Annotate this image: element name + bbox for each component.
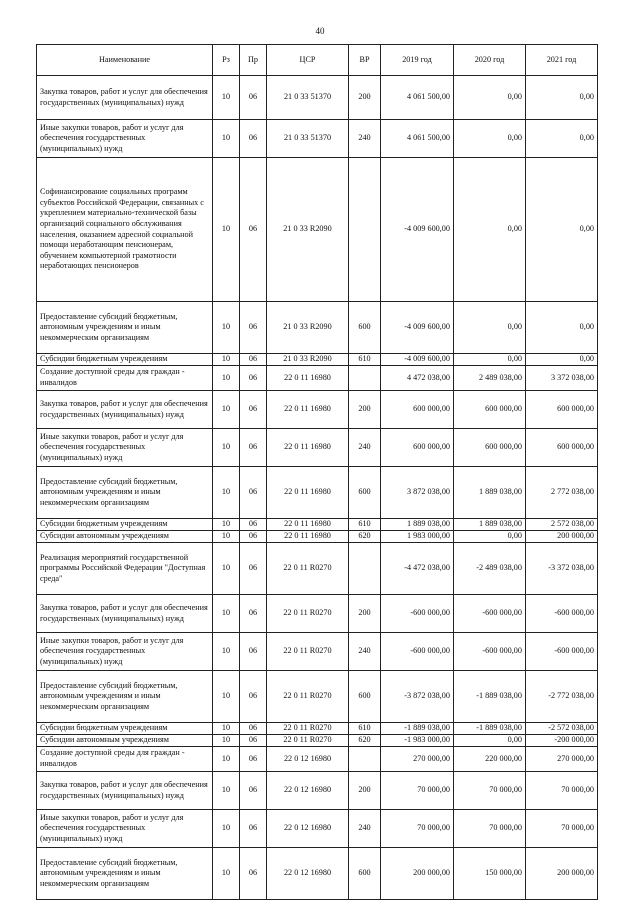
cell-csr: 21 0 33 51370 (267, 76, 349, 120)
table-row (37, 671, 598, 723)
cell-vr: 240 (349, 429, 381, 467)
cell-name: Субсидии автономным учреждениям (37, 531, 213, 543)
cell-csr: 22 0 11 R0270 (267, 633, 349, 671)
cell-vr: 240 (349, 120, 381, 158)
cell-y2020: 600 000,00 (454, 391, 526, 429)
cell-vr (349, 158, 381, 302)
header-csr: ЦСР (267, 45, 349, 76)
table-row (37, 543, 598, 595)
cell-y2019: -600 000,00 (381, 633, 454, 671)
cell-y2020: 0,00 (454, 302, 526, 354)
cell-csr: 22 0 11 R0270 (267, 543, 349, 595)
cell-name: Создание доступной среды для граждан - инвалидов (37, 366, 213, 391)
table-row (37, 391, 598, 429)
header-pr: Пр (240, 45, 267, 76)
cell-pr: 06 (240, 120, 267, 158)
cell-csr: 22 0 12 16980 (267, 848, 349, 900)
table-row (37, 467, 598, 519)
cell-csr: 22 0 11 R0270 (267, 671, 349, 723)
cell-y2021: -600 000,00 (526, 633, 598, 671)
cell-y2019: 4 061 500,00 (381, 120, 454, 158)
header-rz: Рз (213, 45, 240, 76)
cell-vr: 600 (349, 671, 381, 723)
budget-table (36, 44, 598, 900)
cell-y2019: -4 472 038,00 (381, 543, 454, 595)
header-2020: 2020 год (454, 45, 526, 76)
cell-rz: 10 (213, 772, 240, 810)
cell-vr: 620 (349, 531, 381, 543)
cell-csr: 22 0 11 R0270 (267, 595, 349, 633)
table-row (37, 848, 598, 900)
cell-rz: 10 (213, 747, 240, 772)
cell-csr: 22 0 12 16980 (267, 810, 349, 848)
cell-rz: 10 (213, 810, 240, 848)
cell-pr: 06 (240, 366, 267, 391)
cell-name: Предоставление субсидий бюджетным, автономным учреждениям и иным некоммерческим организациям (37, 302, 213, 354)
cell-y2019: 70 000,00 (381, 772, 454, 810)
cell-y2020: 1 889 038,00 (454, 519, 526, 531)
table-row (37, 354, 598, 366)
table-row (37, 531, 598, 543)
cell-pr: 06 (240, 848, 267, 900)
table-body (37, 76, 598, 900)
header-vr: ВР (349, 45, 381, 76)
cell-y2021: 600 000,00 (526, 429, 598, 467)
cell-vr: 600 (349, 467, 381, 519)
cell-csr: 22 0 12 16980 (267, 772, 349, 810)
cell-y2019: 600 000,00 (381, 391, 454, 429)
table-row (37, 810, 598, 848)
cell-csr: 22 0 11 16980 (267, 391, 349, 429)
cell-y2020: 0,00 (454, 120, 526, 158)
cell-vr: 610 (349, 519, 381, 531)
table-row (37, 120, 598, 158)
cell-vr (349, 543, 381, 595)
cell-y2021: 0,00 (526, 354, 598, 366)
cell-csr: 21 0 33 R2090 (267, 354, 349, 366)
cell-pr: 06 (240, 302, 267, 354)
table-row (37, 429, 598, 467)
cell-y2020: 0,00 (454, 354, 526, 366)
cell-name: Софинансирование социальных программ субъектов Российской Федерации, связанных с укреплением материально-технической базы организаций социального обслуживания населения, оказанием адресной социальной помощи неработающим пенсионерам, обучением компьютерной грамотности неработающих пенсионеров (37, 158, 213, 302)
cell-csr: 22 0 11 R0270 (267, 723, 349, 735)
page-number: 40 (315, 26, 325, 36)
cell-name: Предоставление субсидий бюджетным, автономным учреждениям и иным некоммерческим организациям (37, 671, 213, 723)
cell-y2020: 0,00 (454, 158, 526, 302)
cell-y2021: 200 000,00 (526, 848, 598, 900)
cell-y2021: 600 000,00 (526, 391, 598, 429)
cell-y2019: 4 061 500,00 (381, 76, 454, 120)
table-row (37, 595, 598, 633)
cell-y2021: 3 372 038,00 (526, 366, 598, 391)
cell-y2019: 1 983 000,00 (381, 531, 454, 543)
cell-y2021: -3 372 038,00 (526, 543, 598, 595)
table-row (37, 76, 598, 120)
cell-y2020: -1 889 038,00 (454, 671, 526, 723)
cell-y2019: 600 000,00 (381, 429, 454, 467)
cell-pr: 06 (240, 633, 267, 671)
cell-vr: 600 (349, 848, 381, 900)
cell-rz: 10 (213, 366, 240, 391)
cell-name: Субсидии бюджетным учреждениям (37, 354, 213, 366)
cell-csr: 21 0 33 R2090 (267, 158, 349, 302)
cell-name: Субсидии бюджетным учреждениям (37, 519, 213, 531)
cell-name: Иные закупки товаров, работ и услуг для обеспечения государственных (муниципальных) нужд (37, 120, 213, 158)
cell-y2020: -1 889 038,00 (454, 723, 526, 735)
cell-y2021: -2 772 038,00 (526, 671, 598, 723)
cell-y2019: 4 472 038,00 (381, 366, 454, 391)
cell-rz: 10 (213, 354, 240, 366)
cell-vr (349, 366, 381, 391)
cell-vr (349, 747, 381, 772)
cell-y2021: -200 000,00 (526, 735, 598, 747)
cell-y2020: -2 489 038,00 (454, 543, 526, 595)
cell-csr: 22 0 12 16980 (267, 747, 349, 772)
cell-y2021: 0,00 (526, 120, 598, 158)
cell-rz: 10 (213, 735, 240, 747)
cell-y2021: 0,00 (526, 76, 598, 120)
table-row (37, 735, 598, 747)
cell-y2020: 1 889 038,00 (454, 467, 526, 519)
cell-name: Предоставление субсидий бюджетным, автономным учреждениям и иным некоммерческим организациям (37, 467, 213, 519)
cell-y2021: 200 000,00 (526, 531, 598, 543)
cell-rz: 10 (213, 76, 240, 120)
cell-pr: 06 (240, 735, 267, 747)
cell-rz: 10 (213, 120, 240, 158)
cell-csr: 21 0 33 R2090 (267, 302, 349, 354)
cell-y2019: -1 983 000,00 (381, 735, 454, 747)
cell-pr: 06 (240, 543, 267, 595)
cell-name: Предоставление субсидий бюджетным, автономным учреждениям и иным некоммерческим организациям (37, 848, 213, 900)
cell-name: Субсидии автономным учреждениям (37, 735, 213, 747)
cell-vr: 200 (349, 772, 381, 810)
cell-pr: 06 (240, 723, 267, 735)
cell-y2021: 70 000,00 (526, 772, 598, 810)
table-row (37, 747, 598, 772)
cell-rz: 10 (213, 519, 240, 531)
cell-vr: 610 (349, 354, 381, 366)
table-row (37, 723, 598, 735)
cell-csr: 21 0 33 51370 (267, 120, 349, 158)
cell-pr: 06 (240, 519, 267, 531)
cell-rz: 10 (213, 429, 240, 467)
cell-pr: 06 (240, 354, 267, 366)
cell-y2019: 270 000,00 (381, 747, 454, 772)
cell-y2019: -1 889 038,00 (381, 723, 454, 735)
cell-name: Создание доступной среды для граждан - инвалидов (37, 747, 213, 772)
cell-vr: 240 (349, 810, 381, 848)
cell-y2019: -4 009 600,00 (381, 302, 454, 354)
cell-y2019: 3 872 038,00 (381, 467, 454, 519)
cell-y2020: 70 000,00 (454, 810, 526, 848)
cell-y2020: 0,00 (454, 76, 526, 120)
cell-y2019: -600 000,00 (381, 595, 454, 633)
cell-y2019: 1 889 038,00 (381, 519, 454, 531)
cell-pr: 06 (240, 76, 267, 120)
cell-rz: 10 (213, 848, 240, 900)
cell-y2019: -4 009 600,00 (381, 158, 454, 302)
cell-pr: 06 (240, 158, 267, 302)
cell-y2021: 0,00 (526, 302, 598, 354)
cell-name: Закупка товаров, работ и услуг для обеспечения государственных (муниципальных) нужд (37, 772, 213, 810)
cell-csr: 22 0 11 16980 (267, 429, 349, 467)
cell-pr: 06 (240, 429, 267, 467)
cell-rz: 10 (213, 302, 240, 354)
cell-rz: 10 (213, 671, 240, 723)
cell-pr: 06 (240, 810, 267, 848)
cell-rz: 10 (213, 158, 240, 302)
cell-y2019: 200 000,00 (381, 848, 454, 900)
cell-vr: 610 (349, 723, 381, 735)
cell-y2019: -3 872 038,00 (381, 671, 454, 723)
cell-vr: 600 (349, 302, 381, 354)
cell-rz: 10 (213, 467, 240, 519)
cell-pr: 06 (240, 671, 267, 723)
cell-name: Закупка товаров, работ и услуг для обеспечения государственных (муниципальных) нужд (37, 76, 213, 120)
table-row (37, 772, 598, 810)
cell-y2021: 70 000,00 (526, 810, 598, 848)
table-row (37, 519, 598, 531)
cell-vr: 200 (349, 391, 381, 429)
cell-rz: 10 (213, 543, 240, 595)
cell-vr: 200 (349, 76, 381, 120)
cell-rz: 10 (213, 391, 240, 429)
cell-y2020: 0,00 (454, 531, 526, 543)
table-row (37, 302, 598, 354)
table-row (37, 366, 598, 391)
cell-y2020: 2 489 038,00 (454, 366, 526, 391)
cell-rz: 10 (213, 633, 240, 671)
cell-csr: 22 0 11 16980 (267, 519, 349, 531)
cell-name: Закупка товаров, работ и услуг для обеспечения государственных (муниципальных) нужд (37, 391, 213, 429)
table-row (37, 633, 598, 671)
cell-name: Закупка товаров, работ и услуг для обеспечения государственных (муниципальных) нужд (37, 595, 213, 633)
cell-y2020: 600 000,00 (454, 429, 526, 467)
cell-name: Иные закупки товаров, работ и услуг для обеспечения государственных (муниципальных) нужд (37, 810, 213, 848)
cell-y2020: 220 000,00 (454, 747, 526, 772)
cell-y2021: 2 572 038,00 (526, 519, 598, 531)
cell-y2021: -600 000,00 (526, 595, 598, 633)
cell-y2021: 270 000,00 (526, 747, 598, 772)
cell-rz: 10 (213, 723, 240, 735)
cell-y2019: 70 000,00 (381, 810, 454, 848)
cell-pr: 06 (240, 772, 267, 810)
cell-pr: 06 (240, 747, 267, 772)
cell-pr: 06 (240, 595, 267, 633)
cell-name: Иные закупки товаров, работ и услуг для обеспечения государственных (муниципальных) нужд (37, 633, 213, 671)
cell-vr: 240 (349, 633, 381, 671)
cell-pr: 06 (240, 391, 267, 429)
cell-y2021: 0,00 (526, 158, 598, 302)
table-row (37, 158, 598, 302)
cell-name: Реализация мероприятий государственной программы Российской Федерации "Доступная среда" (37, 543, 213, 595)
cell-vr: 200 (349, 595, 381, 633)
cell-y2020: 0,00 (454, 735, 526, 747)
cell-name: Иные закупки товаров, работ и услуг для обеспечения государственных (муниципальных) нужд (37, 429, 213, 467)
cell-vr: 620 (349, 735, 381, 747)
cell-y2021: 2 772 038,00 (526, 467, 598, 519)
cell-y2019: -4 009 600,00 (381, 354, 454, 366)
cell-name: Субсидии бюджетным учреждениям (37, 723, 213, 735)
cell-y2020: -600 000,00 (454, 633, 526, 671)
cell-csr: 22 0 11 16980 (267, 467, 349, 519)
header-name: Наименование (37, 45, 213, 76)
header-2019: 2019 год (381, 45, 454, 76)
cell-rz: 10 (213, 531, 240, 543)
cell-y2020: -600 000,00 (454, 595, 526, 633)
table-header (37, 45, 598, 76)
cell-y2020: 150 000,00 (454, 848, 526, 900)
cell-y2020: 70 000,00 (454, 772, 526, 810)
cell-pr: 06 (240, 531, 267, 543)
header-2021: 2021 год (526, 45, 598, 76)
cell-y2021: -2 572 038,00 (526, 723, 598, 735)
cell-csr: 22 0 11 R0270 (267, 735, 349, 747)
cell-csr: 22 0 11 16980 (267, 366, 349, 391)
cell-rz: 10 (213, 595, 240, 633)
cell-pr: 06 (240, 467, 267, 519)
cell-csr: 22 0 11 16980 (267, 531, 349, 543)
